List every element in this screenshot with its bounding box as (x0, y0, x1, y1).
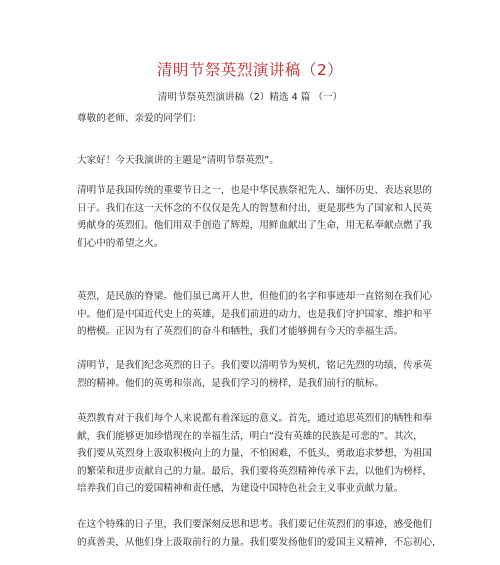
paragraph-reflection (77, 516, 442, 551)
paragraph-line: 中。他们是中国近代史上的英雄，是我们前进的动力，也是我们守护国家、维护和平 (77, 308, 432, 320)
paragraph-line: 英烈，是民族的脊梁。他们虽已离开人世，但他们的名字和事迹却一直铭刻在我们心 (77, 291, 432, 302)
paragraph-intro (77, 152, 429, 170)
paragraph-line: 清明节是我国传统的重要节日之一，也是中华民族祭祀先人、缅怀历史、表达哀思的 (77, 185, 432, 196)
document-subtitle: 清明节祭英烈演讲稿（2）精选 4 篇 （一） (157, 92, 343, 103)
paragraph-line: 日子。我们在这一天怀念的不仅仅是先人的智慧和付出，更是那些为了国家和人民英 (77, 202, 432, 214)
paragraph-line: 献，我们能够更加珍惜现在的幸福生活，明白“没有英雄的民族是可悲的”。其次， (77, 430, 423, 442)
paragraph-line: 勇献身的英烈们。他们用双手创造了辉煌，用鲜血献出了生命，用无私奉献点燃了我 (77, 220, 432, 232)
paragraph-line: 的真善美，从他们身上汲取前行的力量。我们要发扬他们的爱国主义精神，不忘初心， (77, 536, 442, 548)
paragraph-line: 我们要从英烈身上汲取积极向上的力量，不怕困难，不低头，勇敢追求梦想，为祖国 (77, 448, 432, 460)
paragraph-line: 烈的精神。他们的英勇和崇高，是我们学习的榜样，是我们前行的航标。 (77, 377, 384, 389)
paragraph-line: 的楷模。正因为有了英烈们的奋斗和牺牲，我们才能够拥有今天的幸福生活。 (77, 326, 404, 338)
paragraph-greeting (77, 110, 429, 128)
document-title: 清明节祭英烈演讲稿（2） (156, 61, 344, 79)
paragraph-line: 尊敬的老师、亲爱的同学们： (77, 113, 202, 124)
paragraph-education (77, 410, 432, 498)
paragraph-line: 在这个特殊的日子里，我们要深刻反思和思考。我们要记住英烈们的事迹，感受他们 (77, 519, 432, 530)
paragraph-commemoration (77, 357, 432, 392)
paragraph-line: 英烈教育对于我们每个人来说都有着深远的意义。首先，通过追思英烈们的牺牲和奉 (77, 413, 432, 424)
paragraph-line: 培养我们自己的爱国精神和责任感，为建设中国特色社会主义事业贡献力量。 (77, 483, 404, 495)
paragraph-heroes (77, 288, 432, 341)
paragraph-line: 大家好！今天我演讲的主题是“清明节祭英烈”。 (77, 155, 279, 166)
paragraph-line: 清明节，是我们纪念英烈的日子。我们要以清明节为契机，铭记先烈的功绩，传承英 (77, 360, 432, 371)
paragraph-line: 们心中的希望之火。 (77, 237, 164, 249)
paragraph-qingming (77, 182, 432, 252)
paragraph-line: 的繁荣和进步贡献自己的力量。最后，我们要将英烈精神传承下去，以他们为榜样， (77, 465, 432, 477)
